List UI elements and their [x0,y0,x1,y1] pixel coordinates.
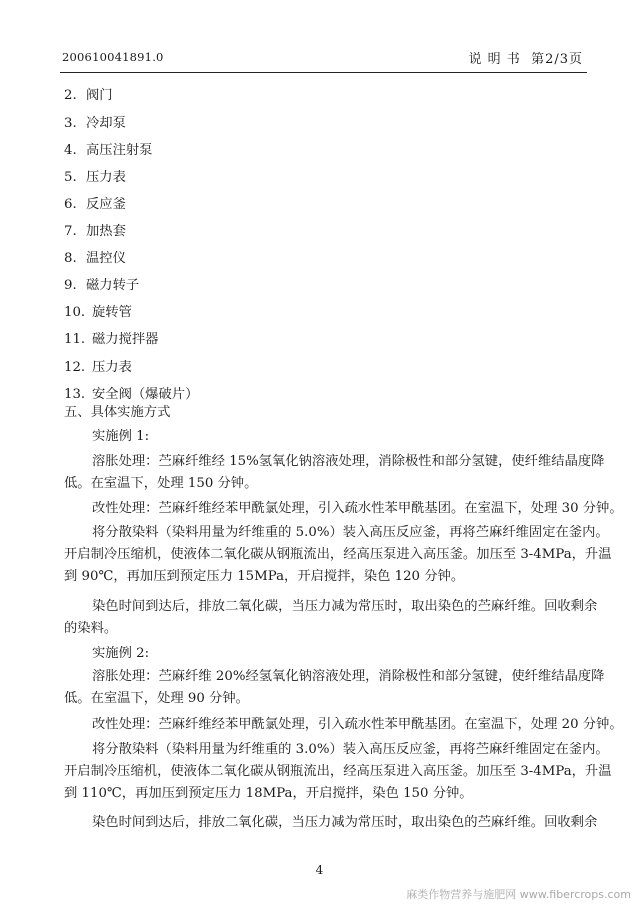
list-item: 9. 磁力转子 [64,278,140,293]
example-1-swelling: 溶胀处理：苎麻纤维经 15%氢氧化钠溶液处理，消除极性和部分氢键，使纤维结晶度降 低。在室温下，处理 150 分钟。 [64,454,605,491]
list-item: 7. 加热套 [64,224,126,239]
header-doc-type-page [469,48,583,67]
list-item: 2. 阀门 [64,88,113,103]
list-item: 13. 安全阀（爆破片） [64,387,199,402]
header-rule [60,72,587,73]
header-doc-type: 说 明 书 [468,52,521,67]
list-item: 10. 旋转管 [64,305,132,320]
example-1-modification: 改性处理：苎麻纤维经苯甲酰氯处理，引入疏水性苯甲酰基团。在室温下，处理 30 分钟。 [92,501,623,516]
example-2-modification: 改性处理：苎麻纤维经苯甲酰氯处理，引入疏水性苯甲酰基团。在室温下，处理 20 分钟。 [92,717,623,732]
example-1-dyeing: 将分散染料（染料用量为纤维重的 5.0%）装入高压反应釜，再将苎麻纤维固定在釜内。 开启制冷压缩机，使液体二氧化碳从钢瓶流出，经高压泵进入高压釜。加压至 3-4MPa，升温 到 90℃，再加压到预定压力 15MPa，开启搅拌，染色 120 分钟。 [64,525,612,584]
list-item: 3. 冷却泵 [64,116,126,131]
header-page-label: 第2/3页 [531,52,583,67]
list-item: 12. 压力表 [64,360,132,375]
example-2-swelling: 溶胀处理：苎麻纤维 20%经氢氧化钠溶液处理，消除极性和部分氢键，使纤维结晶度降 低。在室温下，处理 90 分钟。 [64,669,605,706]
watermark: 麻类作物营养与施肥网 www.fibercrops.com [406,888,631,901]
list-item: 5. 压力表 [64,170,126,185]
example-2-dyeing: 将分散染料（染料用量为纤维重的 3.0%）装入高压反应釜，再将苎麻纤维固定在釜内。 开启制冷压缩机，使液体二氧化碳从钢瓶流出，经高压泵进入高压釜。加压至 3-4MPa，升温 到 110℃，再加压到预定压力 18MPa，开启搅拌，染色 150 分钟。 [64,742,612,801]
list-item: 11. 磁力搅拌器 [64,332,159,347]
example-1-recovery: 染色时间到达后，排放二氧化碳，当压力减为常压时，取出染色的苎麻纤维。回收剩余 的染料。 [64,599,598,636]
example-2-title: 实施例 2: [92,646,150,661]
header-doc-number: 200610041891.0 [62,50,164,64]
example-2-recovery: 染色时间到达后，排放二氧化碳，当压力减为常压时，取出染色的苎麻纤维。回收剩余 [92,815,598,830]
page-number: 4 [315,863,324,877]
list-item: 8. 温控仪 [64,251,126,266]
list-item: 4. 高压注射泵 [64,143,153,158]
list-item: 6. 反应釜 [64,197,126,212]
section-title: 五、具体实施方式 [64,405,171,420]
example-1-title: 实施例 1: [92,429,150,444]
